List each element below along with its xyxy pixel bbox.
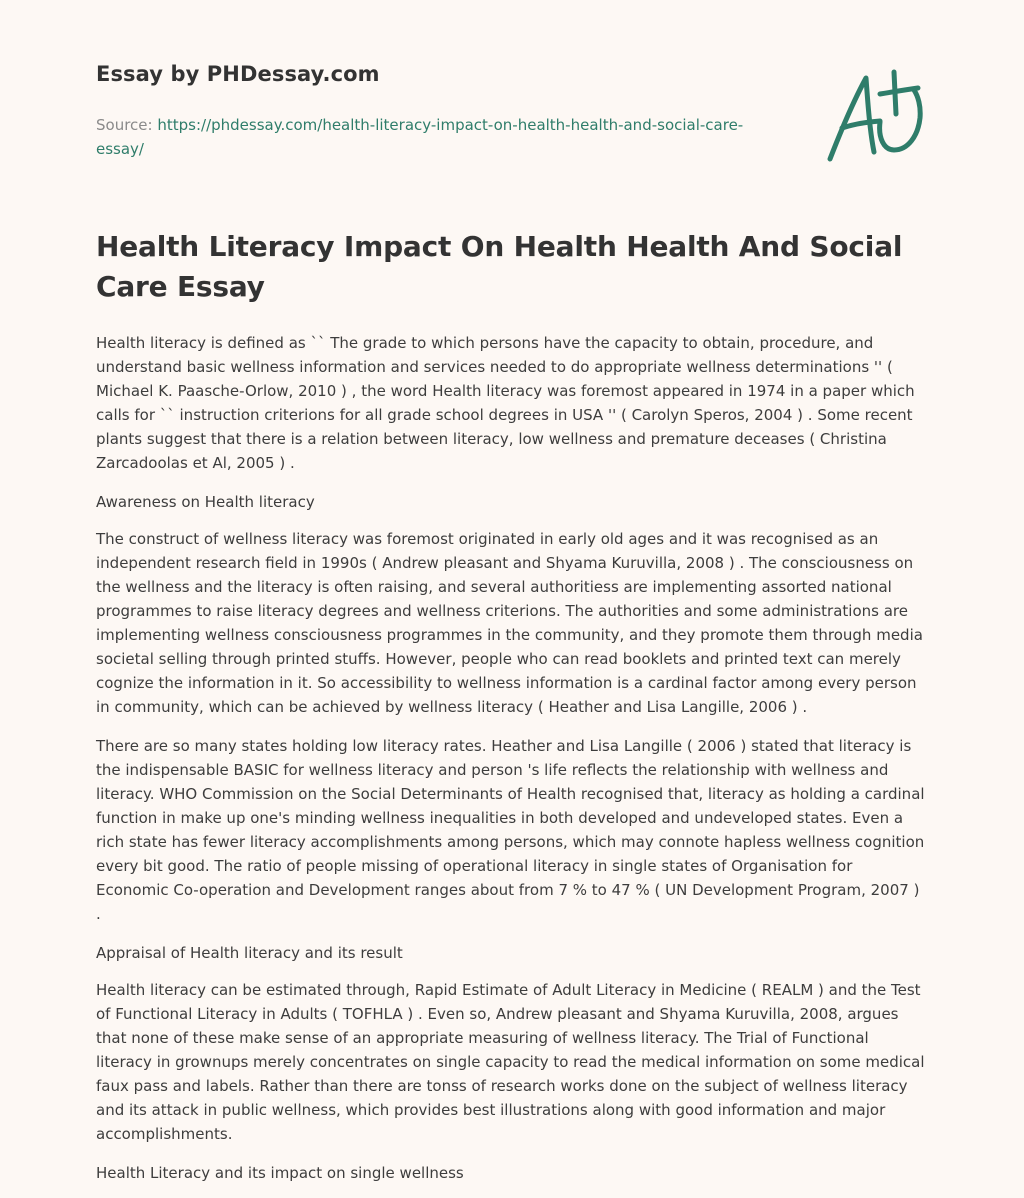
article — [96, 227, 928, 1198]
source-label: Source: — [96, 116, 153, 134]
body-paragraph: The construct of wellness literacy was foremost originated in early old ages and it was recognised as an independent research field in 1990s ( Andrew pleasant and Shyama Kuruvilla, 2008 ) . The consciousness on the wellness and the literacy is often raising, and several authoritiess are implementing assorted national programmes to raise literacy degrees and wellness criterions. The authorities and some administrations are implementing wellness consciousness programmes in the community, and they promote them through media societal selling through printed stuffs. However, people who can read booklets and printed text can merely cognize the information in it. So accessibility to wellness information is a cardinal factor among every person in community, which can be achieved by wellness literacy ( Heather and Lisa Langille, 2006 ) . — [96, 530, 923, 716]
section-heading: Health Literacy and its impact on single wellness — [96, 1164, 464, 1182]
article-body — [96, 331, 928, 1185]
site-brand: Essay by PHDessay.com — [96, 62, 380, 86]
article-title: Health Literacy Impact On Health Health And Social Care Essay — [96, 230, 903, 303]
a-plus-logo-icon — [818, 66, 930, 166]
body-paragraph: Health literacy is defined as `` The grade to which persons have the capacity to obtain, procedure, and understand basic wellness information and services needed to do appropriate wellness determinations '' ( Michael K. Paasche-Orlow, 2010 ) , the word Health literacy was foremost appeared in 1974 in a paper which calls for `` instruction criterions for all grade school degrees in USA '' ( Carolyn Speros, 2004 ) . Some recent plants suggest that there is a relation between literacy, low wellness and premature deceases ( Christina Zarcadoolas et Al, 2005 ) . — [96, 334, 915, 472]
body-paragraph: There are so many states holding low literacy rates. Heather and Lisa Langille ( 2006 ) stated that literacy is the indispensable BASIC for wellness literacy and person 's life reflects the relationship with wellness and literacy. WHO Commission on the Social Determinants of Health recognised that, literacy as holding a cardinal function in make up one's minding wellness inequalities in both developed and undeveloped states. Even a rich state has fewer literacy accomplishments among persons, which may connote hapless wellness cognition every bit good. The ratio of people missing of operational literacy in single states of Organisation for Economic Co-operation and Development ranges about from 7 % to 47 % ( UN Development Program, 2007 ) . — [96, 737, 925, 923]
page-header — [96, 62, 796, 161]
section-heading: Awareness on Health literacy — [96, 493, 315, 511]
source-line — [96, 113, 776, 161]
section-heading: Appraisal of Health literacy and its result — [96, 944, 403, 962]
source-link[interactable]: https://phdessay.com/health-literacy-impact-on-health-health-and-social-care-essay/ — [96, 116, 744, 158]
body-paragraph: Health literacy can be estimated through, Rapid Estimate of Adult Literacy in Medicine ( REALM ) and the Test of Functional Literacy in Adults ( TOFHLA ) . Even so, Andrew pleasant and Shyama Kuruvilla, 2008, argues that none of these make sense of an appropriate measuring of wellness literacy. The Trial of Functional literacy in grownups merely concentrates on single capacity to read the medical information on some medical faux pass and labels. Rather than there are tonss of research works done on the subject of wellness literacy and its attack in public wellness, which provides best illustrations along with good information and major accomplishments. — [96, 981, 925, 1143]
